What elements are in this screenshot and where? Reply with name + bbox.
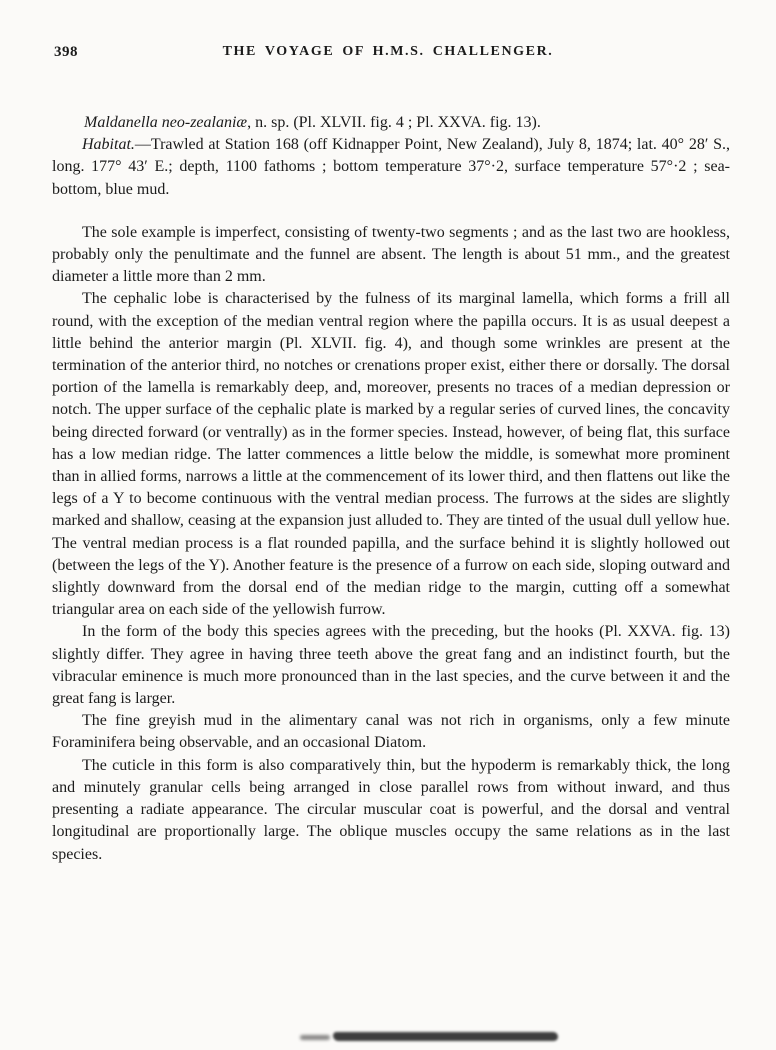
page-number: 398 — [54, 44, 78, 60]
page-body — [52, 112, 730, 866]
body-paragraph-1: The sole example is imperfect, consisting of twenty-two segments ; and as the last two are hookless, probably only the penultimate and the funnel are absent. The length is about 51 mm., and the greatest diameter a little more than 2 mm. — [52, 223, 730, 286]
running-title: THE VOYAGE OF H.M.S. CHALLENGER. — [222, 44, 554, 59]
habitat-text: —Trawled at Station 168 (off Kidnapper Point, New Zealand), July 8, 1874; lat. 40° 28′ S., long. 177° 43′ E.; depth, 1100 fathoms ; bottom temperature 37°·2, surface temperature 57°·2 ; sea-bottom, blue mud. — [52, 136, 730, 198]
scan-artifact-small — [300, 1035, 330, 1040]
species-heading — [84, 112, 730, 134]
body-paragraph-5: The cuticle in this form is also comparatively thin, but the hypoderm is remarkably thick, the long and minutely granular cells being arranged in close parallel rows from without inward, and thus presenting a radiate appearance. The circular muscular coat is powerful, and the dorsal and ventral longitudinal are proportionally large. The oblique muscles occupy the same relations as in the last species. — [52, 756, 730, 863]
page-header — [0, 0, 776, 66]
scan-artifact — [333, 1032, 558, 1041]
body-paragraphs — [52, 222, 730, 866]
habitat-paragraph — [52, 134, 730, 201]
body-paragraph-2: The cephalic lobe is characterised by the fulness of its marginal lamella, which forms a frill all round, with the exception of the median ventral region where the papilla occurs. It is as usual deepest a little behind the anterior margin (Pl. XLVII. fig. 4), and though some wrinkles are present at the termination of the anterior third, no notches or crenations proper exist, either there or dorsally. The dorsal portion of the lamella is remarkably deep, and, moreover, presents no traces of a median depression or notch. The upper surface of the cephalic plate is marked by a regular series of curved lines, the concavity being directed forward (or ventrally) as in the former species. Instead, however, of being flat, this surface has a low median ridge. The latter commences a little below the middle, is somewhat more prominent than in allied forms, narrows a little at the commencement of its lower third, and then flattens out like the legs of a Y to become continuous with the ventral median process. The furrows at the sides are slightly marked and shallow, ceasing at the expansion just alluded to. They are tinted of the usual dull yellow hue. The ventral median process is a flat rounded papilla, and the surface behind it is slightly hollowed out (between the legs of the Y). Another feature is the presence of a furrow on each side, sloping outward and slightly downward from the dorsal end of the median ridge to the margin, cutting off a somewhat triangular area on each side of the yellowish furrow. — [52, 290, 730, 619]
species-heading-suffix: , n. sp. (Pl. XLVII. fig. 4 ; Pl. XXVA. fig. 13). — [247, 114, 541, 131]
body-paragraph-4: The fine greyish mud in the alimentary canal was not rich in organisms, only a few minute Foraminifera being observable, and an occasional Diatom. — [52, 712, 730, 752]
species-name: Maldanella neo-zealaniæ — [84, 114, 248, 131]
body-paragraph-3: In the form of the body this species agrees with the preceding, but the hooks (Pl. XXVA. fig. 13) slightly differ. They agree in having three teeth above the great fang and an indistinct fourth, but the vibracular eminence is much more pronounced than in the last species, and the curve between it and the great fang is larger. — [52, 623, 730, 708]
habitat-label: Habitat. — [82, 136, 135, 154]
